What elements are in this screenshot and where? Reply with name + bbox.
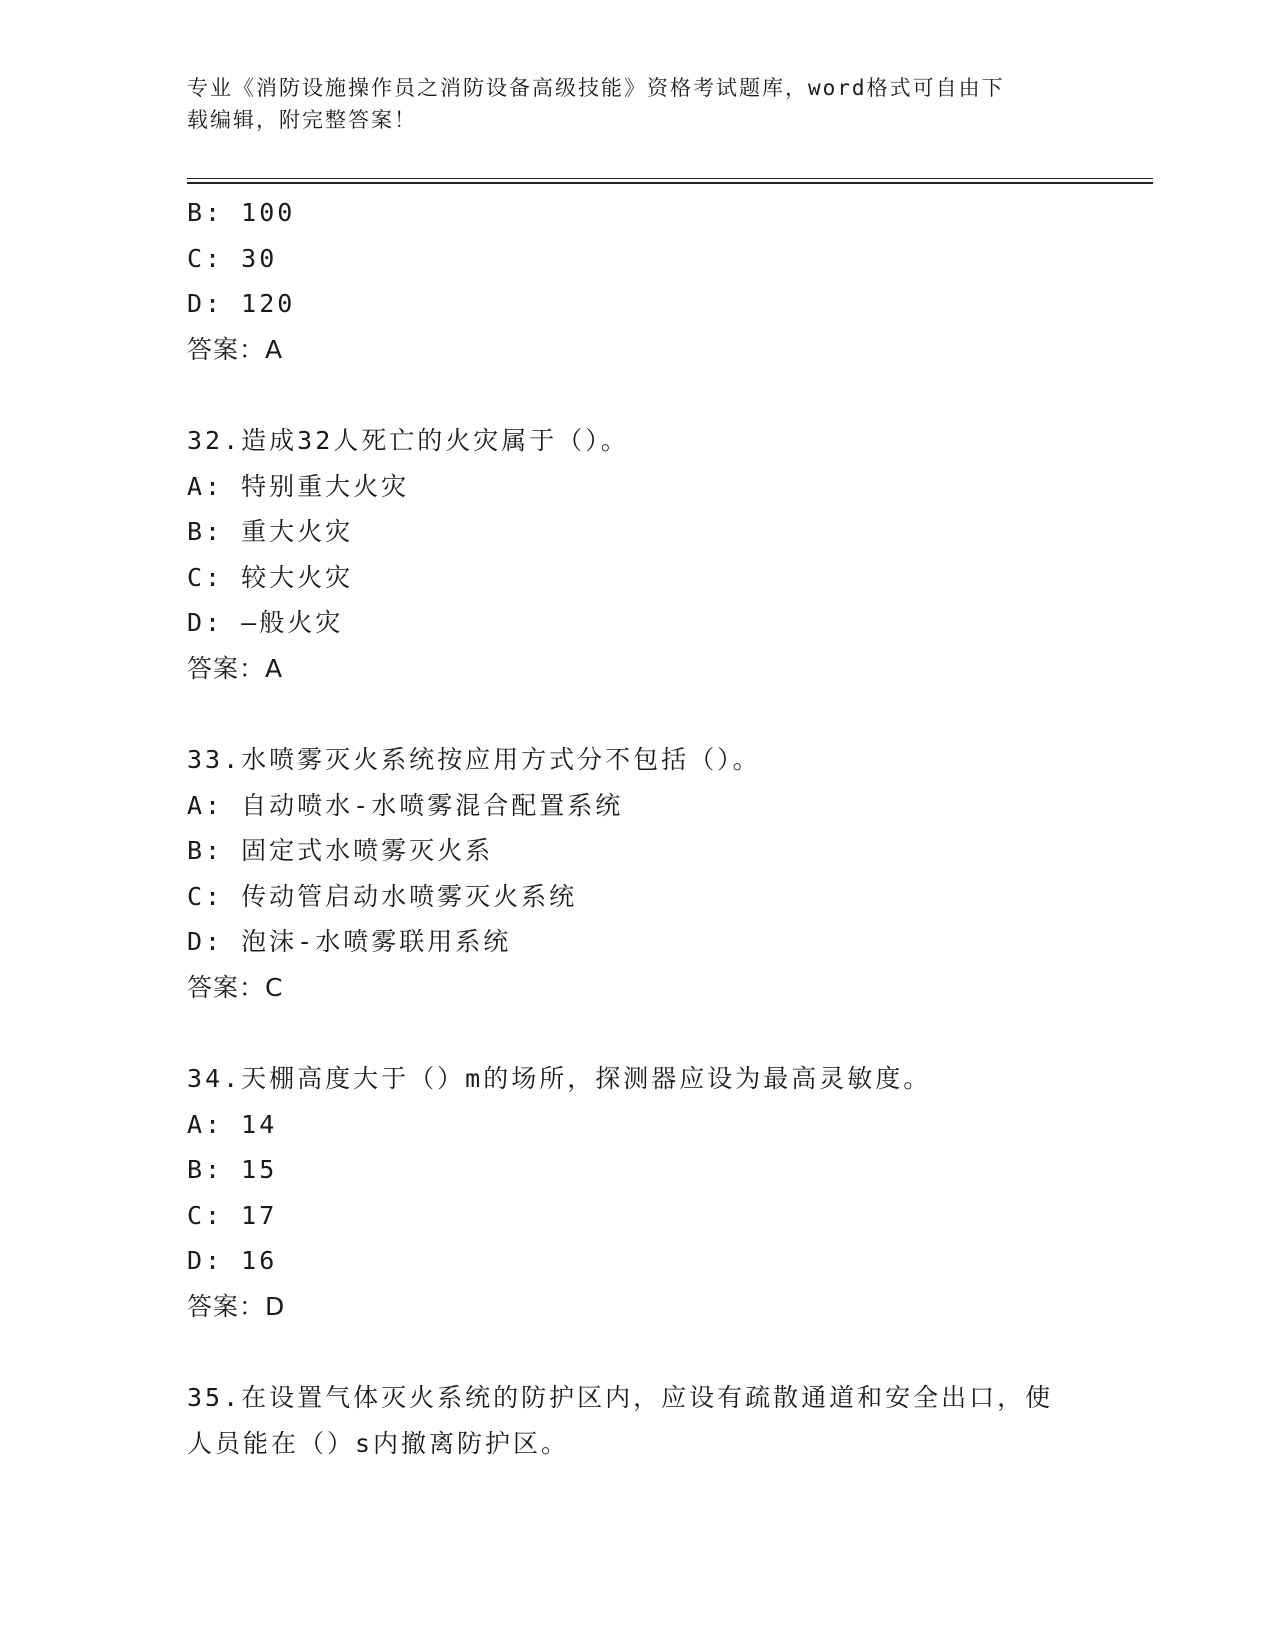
document-header: [187, 72, 1067, 136]
question-block-32: [187, 418, 1087, 691]
option-c: C: 较大火灾: [187, 562, 354, 592]
option-b: B: 固定式水喷雾灭火系: [187, 836, 494, 865]
option-a: A: 自动喷水-水喷雾混合配置系统: [187, 790, 624, 820]
spacer: [187, 1329, 1087, 1375]
option-b: B: 15: [187, 1155, 278, 1184]
question-block-35: [187, 1375, 1087, 1466]
question-block-31: [187, 190, 1087, 372]
header-line-2: 载编辑，附完整答案！: [187, 108, 417, 132]
answer-line: 答案：A: [187, 653, 284, 683]
option-a: A: 特别重大火灾: [187, 471, 410, 501]
question-stem-line-1: 35.在设置气体灭火系统的防护区内，应设有疏散通道和安全出口，使: [187, 1383, 1054, 1412]
option-d: D: 16: [187, 1246, 278, 1275]
option-d: D: 泡沫-水喷雾联用系统: [187, 927, 512, 956]
answer-line: 答案：A: [187, 334, 284, 364]
answer-line: 答案：D: [187, 1291, 286, 1321]
question-block-33: [187, 737, 1087, 1010]
option-b: B: 100: [187, 198, 296, 227]
header-divider-thin: [187, 178, 1153, 179]
question-list: [187, 190, 1087, 1466]
question-block-34: [187, 1056, 1087, 1329]
option-d: D: —般火灾: [187, 608, 344, 637]
option-c: C: 30: [187, 243, 278, 273]
question-stem: 32.造成32人死亡的火灾属于（）。: [187, 426, 629, 455]
header-line-1: 专业《消防设施操作员之消防设备高级技能》资格考试题库，word格式可自由下: [187, 76, 1005, 100]
option-b: B: 重大火灾: [187, 517, 354, 546]
header-divider-thick: [187, 182, 1153, 184]
option-d: D: 120: [187, 289, 296, 318]
spacer: [187, 372, 1087, 418]
question-stem: 34.天棚高度大于（）m的场所，探测器应设为最高灵敏度。: [187, 1064, 932, 1093]
option-a: A: 14: [187, 1109, 278, 1139]
question-stem: 33.水喷雾灭火系统按应用方式分不包括（）。: [187, 745, 761, 774]
answer-line: 答案：C: [187, 972, 284, 1002]
spacer: [187, 691, 1087, 737]
spacer: [187, 1010, 1087, 1056]
option-c: C: 17: [187, 1200, 278, 1230]
question-stem-line-2: 人员能在（）s内撤离防护区。: [187, 1428, 570, 1458]
option-c: C: 传动管启动水喷雾灭火系统: [187, 881, 578, 911]
